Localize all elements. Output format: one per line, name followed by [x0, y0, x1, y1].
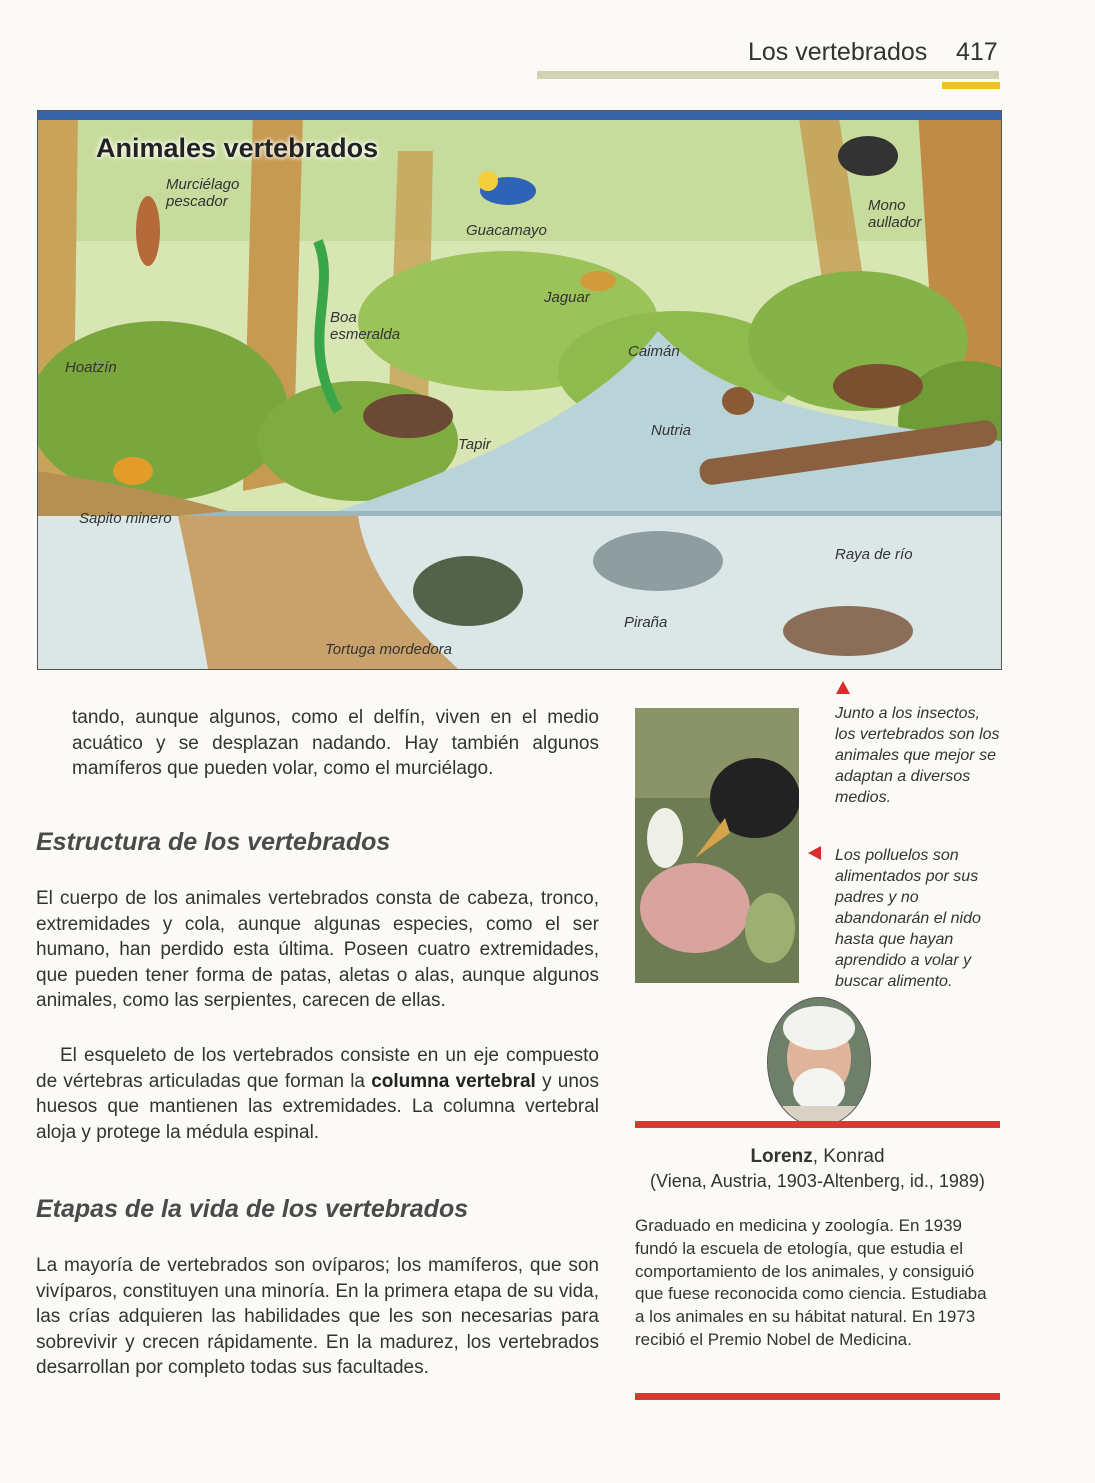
label-boa: Boa esmeralda [330, 309, 401, 343]
illustration-title: Animales vertebrados [96, 133, 379, 163]
running-header-title: Los vertebrados [748, 38, 928, 66]
label-tortuga: Tortuga mordedora [325, 641, 453, 658]
page-number: 417 [956, 38, 998, 66]
caption-pointer-up-icon [836, 681, 850, 694]
bio-dates: (Viena, Austria, 1903-Altenberg, id., 1989) [650, 1171, 985, 1191]
heading-etapas: Etapas de la vida de los vertebrados [36, 1195, 469, 1223]
label-hoatzin: Hoatzín [65, 359, 117, 376]
caption-pointer-left-icon [808, 846, 821, 860]
caption-polluelos: Los polluelos son alimentados por sus padres y no abandonarán el nido hasta que hayan aprendido a volar y buscar alimento. [835, 847, 981, 990]
intro-paragraph: tando, aunque algunos, como el delfín, viven en el medio acuático y se desplazan nadando. Hay también algunos mamíferos que pueden volar, como el murciélago. [72, 707, 599, 780]
label-guacamayo: Guacamayo [466, 222, 547, 239]
header-rule [537, 71, 999, 79]
label-jaguar: Jaguar [544, 289, 590, 306]
header-accent-rule [942, 82, 1000, 89]
portrait-konrad-lorenz [767, 997, 871, 1127]
illustration-top-bar [38, 111, 1001, 120]
heading-estructura: Estructura de los vertebrados [36, 828, 391, 856]
rainforest-illustration [37, 110, 1002, 670]
label-sapito: Sapito minero [79, 510, 172, 527]
label-tapir: Tapir [458, 436, 491, 453]
bio-surname: Lorenz [750, 1146, 813, 1167]
etapas-paragraph: La mayoría de vertebrados son ovíparos; los mamíferos, que son vivíparos, constituyen una minoría. En la primera etapa de su vida, las crías adquieren las habilidades que les son necesarias para sobrevivir y crecen rápidamente. En la madurez, los vertebrados desarrollan por completo todas sus facultades. [36, 1255, 599, 1379]
photo-bird-feeding-chicks [635, 708, 799, 983]
label-caiman: Caimán [628, 343, 680, 360]
bold-term-columna-vertebral: columna vertebral [371, 1070, 536, 1092]
bio-bottom-rule [635, 1393, 1000, 1400]
bio-text: Graduado en medicina y zoología. En 1939 fundó la escuela de etología, que estudia el comportamiento de los animales, y consiguió que fuese reconocida como ciencia. Estudiaba a los animales en su hábitat natural. En 1973 recibió el Premio Nobel de Medicina. [635, 1216, 987, 1349]
bio-given-name: , Konrad [812, 1146, 885, 1167]
label-raya: Raya de río [835, 546, 913, 563]
estructura-paragraph-1: El cuerpo de los animales vertebrados consta de cabeza, tronco, extremidades y cola, aunque algunas especies, como el ser humano, han perdido esta última. Poseen cuatro extremidades, que pueden tener forma de patas, aletas o alas, aunque algunos animales, como las serpientes, carecen de ellas. [36, 888, 599, 1012]
estructura-paragraph-2: El esqueleto de los vertebrados consiste en un eje compuesto de vértebras articuladas que forman la columna vertebral y unos huesos que mantienen las extremidades. La columna vertebral aloja y protege la médula espinal. [36, 1045, 600, 1143]
label-mono: Mono aullador [868, 197, 922, 231]
label-nutria: Nutria [651, 422, 692, 439]
bio-top-rule [635, 1121, 1000, 1128]
bio-name [635, 1146, 1000, 1168]
caption-vertebrados: Junto a los insectos, los vertebrados son los animales que mejor se adaptan a diversos medios. [835, 705, 1000, 806]
label-murcielago: Murciélago pescador [166, 176, 240, 210]
label-pirana: Piraña [624, 614, 668, 631]
